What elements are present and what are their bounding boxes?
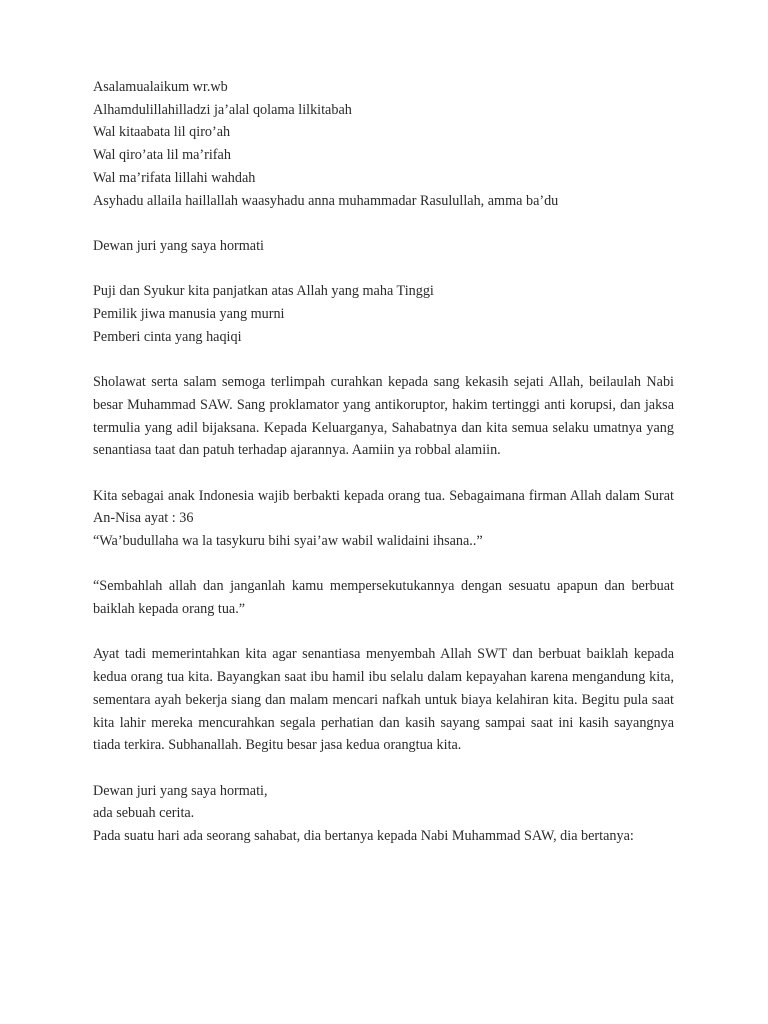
story-start-paragraph: Pada suatu hari ada seorang sahabat, dia bertanya kepada Nabi Muhammad SAW, dia bertanya: — [93, 828, 634, 845]
opening-line: Asyhadu allaila haillallah waasyhadu anna muhammadar Rasulullah, amma ba’du — [93, 192, 559, 209]
document-body — [93, 76, 674, 848]
paragraph-spacer — [93, 258, 674, 281]
opening-line: Wal qiro’ata lil ma’rifah — [93, 147, 231, 164]
opening-line: Alhamdulillahilladzi ja’alal qolama lilkitabah — [93, 101, 352, 118]
praise-block — [93, 280, 674, 348]
opening-line: Wal kitaabata lil qiro’ah — [93, 124, 231, 141]
quran-translation-paragraph: “Sembahlah allah dan janganlah kamu mempersekutukannya dengan sesuatu apapun dan berbuat baiklah kepada orang tua.” — [93, 578, 674, 618]
paragraph-spacer — [93, 348, 674, 371]
story-intro-line: ada sebuah cerita. — [93, 805, 195, 822]
greeting-paragraph: Dewan juri yang saya hormati — [93, 237, 264, 254]
opening-block — [93, 76, 674, 212]
paragraph-spacer — [93, 462, 674, 485]
explanation-paragraph: Ayat tadi memerintahkan kita agar senantiasa menyembah Allah SWT dan berbuat baiklah kepada kedua orang tua kita. Bayangkan saat ibu hamil ibu selalu dalam kepayahan karena mengandung kita, sementara ayah bekerja siang dan malam mencari nafkah untuk biaya kelahiran kita. Begitu pula saat kita lahir mereka mencurahkan segala perhatian dan kasih sayang sampai saat ini kasih sayangnya tiada terkira. Subhanallah. Begitu besar jasa kedua orangtua kita. — [93, 646, 674, 754]
praise-line: Pemberi cinta yang haqiqi — [93, 328, 242, 345]
opening-line: Asalamualaikum wr.wb — [93, 79, 228, 95]
greeting-paragraph: Dewan juri yang saya hormati, — [93, 782, 268, 799]
paragraph-spacer — [93, 757, 674, 780]
sholawat-paragraph: Sholawat serta salam semoga terlimpah curahkan kepada sang kekasih sejati Allah, beilaulah Nabi besar Muhammad SAW. Sang proklamator yang antikoruptor, hakim tertinggi anti korupsi, dan jaksa termulia yang adil bijaksana. Kepada Keluarganya, Sahabatnya dan kita semua selaku umatnya yang senantiasa taat dan patuh terhadap ajarannya. Aamiin ya robbal alamiin. — [93, 374, 674, 459]
quran-verse: “Wa’budullaha wa la tasykuru bihi syai’aw wabil walidaini ihsana..” — [93, 533, 483, 549]
praise-line: Puji dan Syukur kita panjatkan atas Allah yang maha Tinggi — [93, 283, 434, 300]
duty-intro-paragraph: Kita sebagai anak Indonesia wajib berbakti kepada orang tua. Sebagaimana firman Allah dalam Surat An-Nisa ayat : 36 — [93, 487, 674, 527]
opening-line: Wal ma’rifata lillahi wahdah — [93, 169, 256, 186]
praise-line: Pemilik jiwa manusia yang murni — [93, 306, 285, 322]
paragraph-spacer — [93, 553, 674, 576]
paragraph-spacer — [93, 621, 674, 644]
paragraph-spacer — [93, 212, 674, 235]
